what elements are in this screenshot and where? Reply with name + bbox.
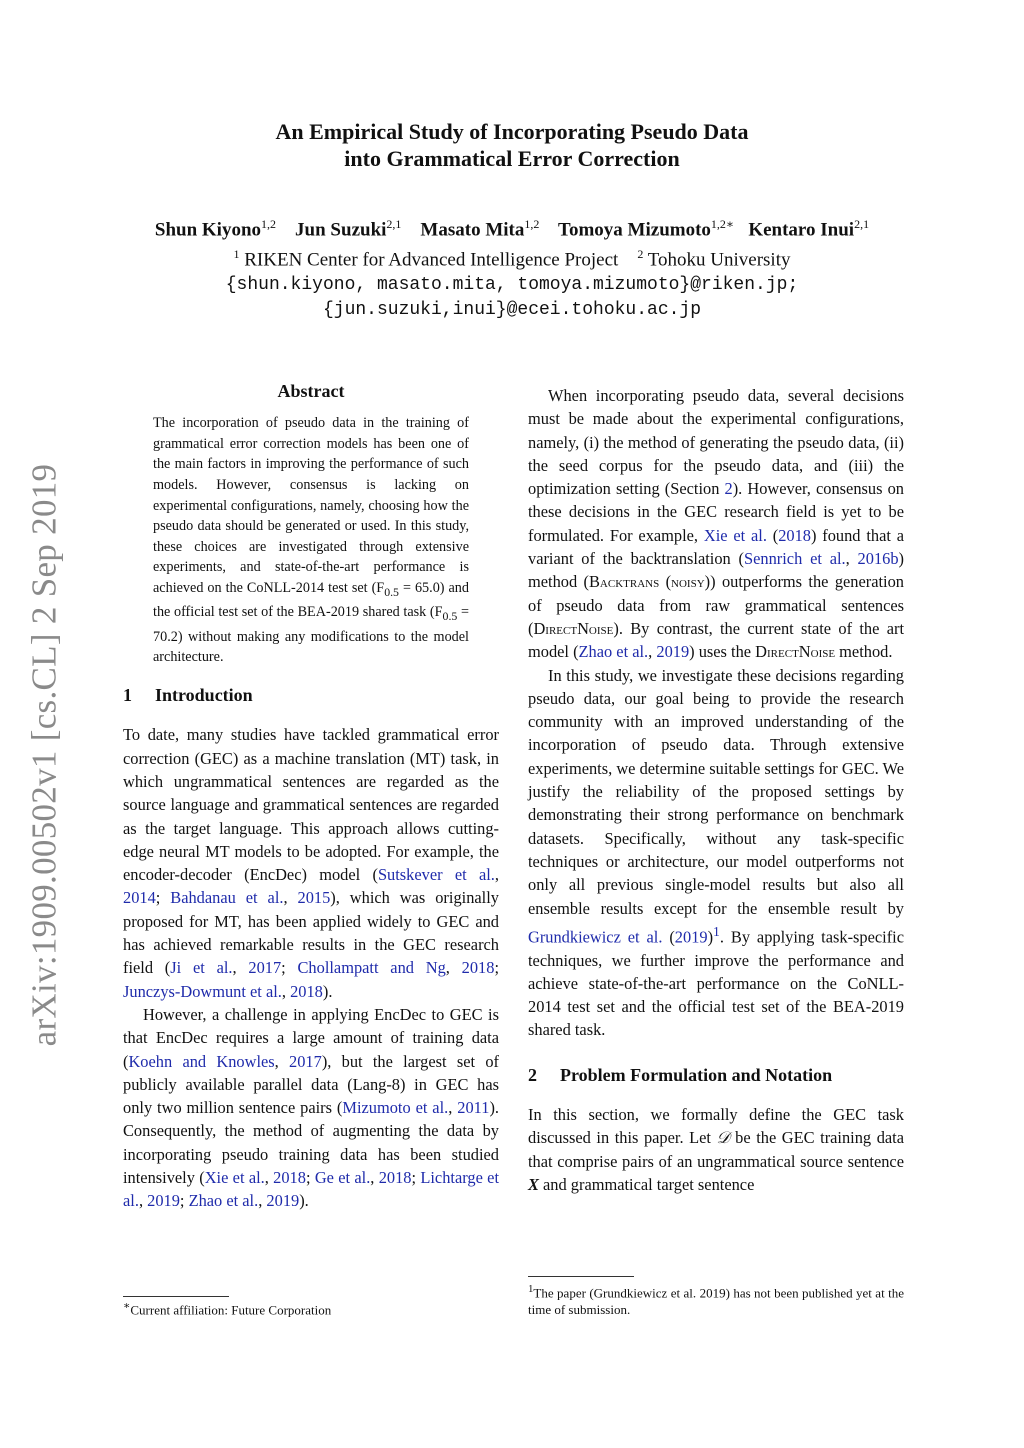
author-affiliation-mark: 2,1 xyxy=(854,217,870,231)
footnote-text: Current affiliation: Future Corporation xyxy=(130,1302,332,1318)
footnote-affiliation xyxy=(123,1298,499,1318)
math-symbol-dataset: 𝒟 xyxy=(716,1128,730,1148)
footnote-mark: 1 xyxy=(528,1283,534,1295)
abstract-text xyxy=(153,413,469,668)
section-title: Problem Formulation and Notation xyxy=(560,1064,833,1085)
citation-link[interactable]: 2016b xyxy=(857,549,899,569)
footnote-rule xyxy=(528,1276,634,1277)
citation-link[interactable]: Xie et al. xyxy=(204,1168,265,1188)
citation-link[interactable]: Koehn and Knowles xyxy=(128,1051,275,1071)
section-number: 1 xyxy=(123,685,132,706)
author-affiliation-mark: 1,2 xyxy=(524,217,540,231)
math-symbol-source: X xyxy=(528,1174,539,1194)
intro-paragraph-2: However, a challenge in applying EncDec to GEC is that EncDec requires a large amount of training data (Koehn and Knowles, 2017), but the largest set of publicly available parallel data (Lang-8) in GEC has only two million sentence pairs (Mizumoto et al., 2011). Consequently, the method of augmenting the data by incorporating pseudo training data has been studied intensively (Xie et al., 2018; Ge et al., 2018; Lichtarge et al., 2019; Zhao et al., 2019). xyxy=(123,1004,500,1211)
section2-paragraph-1: In this section, we formally define the GEC task discussed in this paper. Let 𝒟 be the GEC training data that comprise pairs of an ungrammatical source sentence X and grammatical target sentence xyxy=(528,1105,904,1194)
author-name: Masato Mita xyxy=(420,219,525,241)
citation-link[interactable]: Ge et al. xyxy=(314,1168,371,1188)
email-line-1: {shun.kiyono, masato.mita, tomoya.mizumoto}@riken.jp; xyxy=(225,274,799,295)
author-affiliation-mark: 1,2∗ xyxy=(710,217,735,231)
method-name: DirectNoise xyxy=(755,642,836,662)
citation-link[interactable]: Ji et al. xyxy=(170,958,233,978)
section-heading-introduction xyxy=(123,684,499,707)
affiliations xyxy=(0,242,1024,272)
citation-link[interactable]: Lichtarge et al. xyxy=(123,1168,499,1211)
intro-paragraph-3: When incorporating pseudo data, several decisions must be made about the experimental configurations, namely, (i) the method of generating the pseudo data, (ii) the seed corpus for the pseudo data, and (iii) the optimization setting (Section 2). However, consensus on these decisions in the GEC research field is yet to be formulated. For example, Xie et al. (2018) found that a variant of the backtranslation (Sennrich et al., 2016b) method (Backtrans (noisy)) outperforms the generation of pseudo data from raw grammatical sentences (DirectNoise). By contrast, the current state of the art model (Zhao et al., 2019) uses the DirectNoise method. xyxy=(528,386,904,662)
citation-link[interactable]: 2018 xyxy=(378,1168,412,1188)
author-names xyxy=(0,212,1024,242)
citation-link[interactable]: 2019 xyxy=(147,1191,180,1211)
citation-link[interactable]: Zhao et al. xyxy=(578,642,649,662)
section-heading-problem-formulation xyxy=(528,1064,904,1087)
citation-link[interactable]: 2017 xyxy=(248,958,282,978)
author-affiliation-mark: 2,1 xyxy=(386,217,402,231)
citation-link[interactable]: 2018 xyxy=(778,525,811,545)
citation-link[interactable]: Grundkiewicz et al. xyxy=(528,927,663,947)
author-name: Shun Kiyono xyxy=(154,219,262,241)
citation-link[interactable]: 2018 xyxy=(290,981,323,1001)
author-name: Jun Suzuki xyxy=(295,219,387,241)
citation-link[interactable]: 2019 xyxy=(266,1191,300,1211)
footnote-rule xyxy=(123,1296,229,1297)
arxiv-stamp xyxy=(20,460,68,1050)
right-column xyxy=(528,384,904,1196)
footnote-text: The paper (Grundkiewicz et al. 2019) has not been published yet at the time of submission. xyxy=(528,1285,904,1318)
arxiv-stamp-text: arXiv:1909.00502v1 [cs.CL] 2 Sep 2019 xyxy=(24,463,63,1047)
affiliation-number: 1 xyxy=(233,247,240,262)
footnote-grundkiewicz xyxy=(528,1281,904,1318)
section-number: 2 xyxy=(528,1064,537,1085)
footnote-reference-link[interactable]: 1 xyxy=(713,923,720,939)
citation-link[interactable]: Sennrich et al. xyxy=(744,549,846,569)
author-name: Kentaro Inui xyxy=(748,219,855,241)
intro-paragraph-1: To date, many studies have tackled grammatical error correction (GEC) as a machine translation (MT) task, in which ungrammatical sentences are regarded as the source language and grammatical sentences are regarded as the target language. This approach allows cutting-edge neural MT models to be adopted. For example, the encoder-decoder (EncDec) model (Sutskever et al., 2014; Bahdanau et al., 2015), which was originally proposed for MT, has been applied widely to GEC and has achieved remarkable results in the GEC research field (Ji et al., 2017; Chollampatt and Ng, 2018; Junczys-Dowmunt et al., 2018). xyxy=(123,725,500,1001)
citation-link[interactable]: 2019 xyxy=(656,642,690,662)
method-name: DirectNoise xyxy=(533,618,614,638)
author-affiliation-mark: 1,2 xyxy=(261,217,277,231)
intro-paragraph-4: In this study, we investigate these decisions regarding pseudo data, our goal being to provide the research community with an improved understanding of the incorporation of pseudo data. Through extensive experiments, we determine suitable settings for GEC. We justify the reliability of the proposed settings by demonstrating their strong performance on benchmark datasets. Specifically, without any task-specific techniques or architecture, our model outperforms not only all previous single-model results but also all ensemble results except for the ensemble result by Grundkiewicz et al. (2019)$^1$. By applying task-specific techniques, we further improve the performance and achieve state-of-the-art performance on the CoNLL-2014 test set and the official test set of the BEA-2019 shared task. xyxy=(528,665,905,1040)
f-score-subscript: 0.5 xyxy=(384,584,399,599)
method-name: noisy xyxy=(671,572,705,592)
author-block xyxy=(0,212,1024,323)
citation-link[interactable]: 2011 xyxy=(457,1098,490,1118)
paper-title xyxy=(0,118,1024,172)
section-reference-link[interactable]: 2 xyxy=(724,479,733,499)
citation-link[interactable]: 2014 xyxy=(123,888,156,908)
citation-link[interactable]: Zhao et al. xyxy=(188,1191,259,1211)
citation-link[interactable]: Junczys-Dowmunt et al. xyxy=(123,981,282,1001)
citation-link[interactable]: Bahdanau et al. xyxy=(170,888,284,908)
abstract-heading: Abstract xyxy=(277,381,345,401)
citation-link[interactable]: Mizumoto et al. xyxy=(342,1098,449,1118)
citation-link[interactable]: 2019 xyxy=(674,927,708,947)
citation-link[interactable]: 2015 xyxy=(297,888,331,908)
footnote-mark: ∗ xyxy=(123,1300,131,1312)
f-score-subscript: 0.5 xyxy=(442,609,458,624)
affiliation-riken: RIKEN Center for Advanced Intelligence Project xyxy=(244,249,619,271)
affiliation-number: 2 xyxy=(637,247,644,262)
abstract-segment: = 70.2) without making any modifications to the model architecture. xyxy=(153,604,469,666)
citation-link[interactable]: 2018 xyxy=(461,958,495,978)
author-name: Tomoya Mizumoto xyxy=(558,219,711,241)
title-line-1: An Empirical Study of Incorporating Pseudo Data xyxy=(275,119,749,144)
citation-link[interactable]: Sutskever et al. xyxy=(377,865,495,885)
title-line-2: into Grammatical Error Correction xyxy=(344,146,680,171)
citation-link[interactable]: Xie et al. xyxy=(703,525,767,545)
abstract-segment: The incorporation of pseudo data in the training of grammatical error correction models has been one of the main factors in improving the performance of such models. However, consensus is lacking on experimental configurations, namely, choosing how the pseudo data should be generated or used. In this study, these choices are investigated through extensive experiments, and state-of-the-art performance is achieved on the CoNLL-2014 test set (F xyxy=(153,415,469,597)
left-column xyxy=(123,380,499,1213)
email-line-2: {jun.suzuki,inui}@ecei.tohoku.ac.jp xyxy=(322,299,702,320)
affiliation-tohoku: Tohoku University xyxy=(647,249,791,271)
method-name: Backtrans xyxy=(589,572,660,592)
section-title: Introduction xyxy=(155,685,253,706)
citation-link[interactable]: 2017 xyxy=(289,1051,322,1071)
citation-link[interactable]: 2018 xyxy=(273,1168,306,1188)
citation-link[interactable]: Chollampatt and Ng xyxy=(297,958,446,978)
abstract-segment: = 65.0) and the official test set of the BEA-2019 shared task (F xyxy=(153,580,469,621)
